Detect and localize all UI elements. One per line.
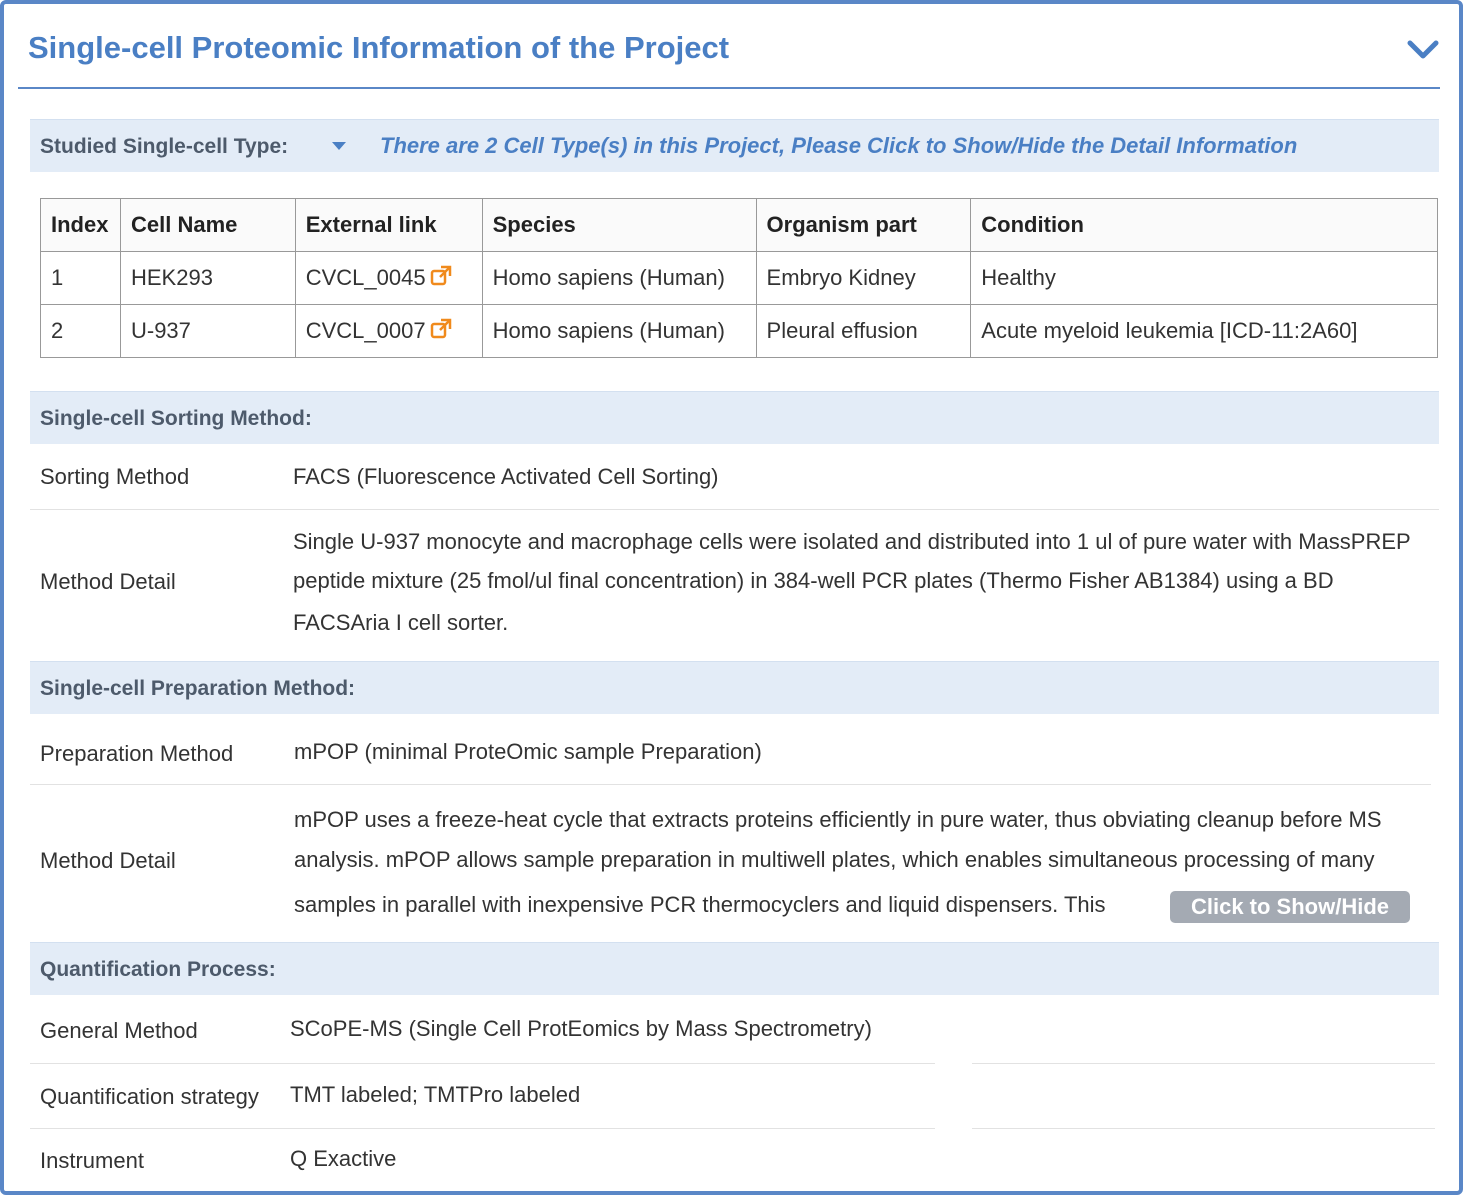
preparation-section-bar xyxy=(30,661,1439,714)
chevron-down-icon[interactable] xyxy=(1406,38,1440,62)
quantification-strategy-key: Quantification strategy xyxy=(40,1084,259,1109)
preparation-method-value: mPOP (minimal ProteOmic sample Preparation) xyxy=(294,739,762,764)
preparation-detail-line-1: mPOP uses a freeze-heat cycle that extracts proteins efficiently in pure water, thus obviating cleanup before MS xyxy=(294,807,1382,832)
table-header-row xyxy=(41,199,1438,252)
sorting-detail-line-2: peptide mixture (25 fmol/ul final concentration) in 384-well PCR plates (Thermo Fisher AB1384) using a BD xyxy=(293,568,1334,593)
panel-header xyxy=(18,4,1440,89)
instrument-key: Instrument xyxy=(40,1148,144,1173)
sorting-detail-line-3: FACSAria I cell sorter. xyxy=(293,610,509,635)
panel-title: Single-cell Proteomic Information of the Project xyxy=(28,30,730,65)
preparation-detail-line-3: samples in parallel with inexpensive PCR thermocyclers and liquid dispensers. This xyxy=(294,892,1106,917)
quantification-section-label: Quantification Process: xyxy=(40,958,276,981)
quantification-strategy-row xyxy=(30,1064,935,1129)
column-header-organism-part: Organism part xyxy=(756,199,971,252)
table-row xyxy=(41,305,1438,358)
preparation-method-row xyxy=(30,715,1431,785)
quantification-section-bar xyxy=(30,942,1439,995)
cell-condition: Acute myeloid leukemia [ICD-11:2A60] xyxy=(971,305,1438,358)
external-link-text[interactable]: CVCL_0045 xyxy=(305,265,426,290)
external-link-icon[interactable] xyxy=(430,318,452,340)
sorting-section-label: Single-cell Sorting Method: xyxy=(40,407,312,430)
divider xyxy=(972,1128,1435,1129)
column-header-cell-name: Cell Name xyxy=(120,199,295,252)
general-method-row xyxy=(30,996,935,1064)
cell-name: U-937 xyxy=(120,305,295,358)
cell-species: Homo sapiens (Human) xyxy=(482,305,756,358)
external-link-icon[interactable] xyxy=(430,265,452,287)
sorting-section-bar xyxy=(30,391,1439,444)
preparation-method-key: Preparation Method xyxy=(40,741,234,766)
sorting-detail-row xyxy=(30,510,1439,660)
column-header-index: Index xyxy=(41,199,121,252)
cell-index: 2 xyxy=(41,305,121,358)
general-method-value: SCoPE-MS (Single Cell ProtEomics by Mass Spectrometry) xyxy=(290,1016,872,1041)
preparation-detail-row xyxy=(30,785,1439,942)
column-header-species: Species xyxy=(482,199,756,252)
show-hide-button[interactable]: Click to Show/Hide xyxy=(1170,891,1410,923)
instrument-row xyxy=(30,1129,935,1191)
caret-down-icon[interactable] xyxy=(332,142,346,150)
instrument-value: Q Exactive xyxy=(290,1146,397,1171)
table-row xyxy=(41,252,1438,305)
sorting-detail-line-1: Single U-937 monocyte and macrophage cells were isolated and distributed into 1 ul of pure water with MassPREP xyxy=(293,529,1411,554)
external-link-text[interactable]: CVCL_0007 xyxy=(305,318,426,343)
sorting-detail-key: Method Detail xyxy=(40,569,176,594)
cell-species: Homo sapiens (Human) xyxy=(482,252,756,305)
cell-type-table xyxy=(40,198,1438,358)
cell-type-section-bar xyxy=(30,119,1439,172)
cell-organism-part: Embryo Kidney xyxy=(756,252,971,305)
cell-condition: Healthy xyxy=(971,252,1438,305)
divider xyxy=(972,1063,1435,1064)
cell-name: HEK293 xyxy=(120,252,295,305)
preparation-detail-line-2: analysis. mPOP allows sample preparation in multiwell plates, which enables simultaneous processing of many xyxy=(294,847,1375,872)
cell-external-link[interactable] xyxy=(295,305,482,358)
cell-type-label: Studied Single-cell Type: xyxy=(40,135,289,158)
preparation-section-label: Single-cell Preparation Method: xyxy=(40,677,356,700)
column-header-condition: Condition xyxy=(971,199,1438,252)
column-header-external-link: External link xyxy=(295,199,482,252)
cell-external-link[interactable] xyxy=(295,252,482,305)
sorting-method-row xyxy=(30,445,1439,510)
general-method-key: General Method xyxy=(40,1018,198,1043)
quantification-strategy-value: TMT labeled; TMTPro labeled xyxy=(290,1082,581,1107)
preparation-detail-key: Method Detail xyxy=(40,848,176,873)
sorting-method-key: Sorting Method xyxy=(40,464,190,489)
cell-organism-part: Pleural effusion xyxy=(756,305,971,358)
cell-type-toggle-link[interactable]: There are 2 Cell Type(s) in this Project, Please Click to Show/Hide the Detail Information xyxy=(380,133,1298,158)
sorting-method-value: FACS (Fluorescence Activated Cell Sorting) xyxy=(293,464,719,489)
cell-index: 1 xyxy=(41,252,121,305)
